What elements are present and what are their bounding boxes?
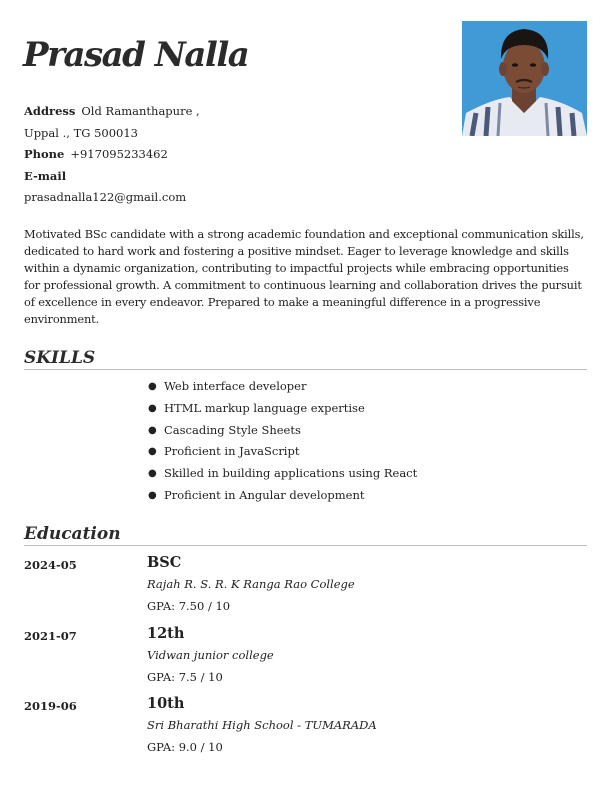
bullet-icon: ● <box>148 402 157 414</box>
skill-text: Web interface developer <box>164 379 307 393</box>
email-label: E-mail <box>24 168 67 183</box>
email-label-row <box>24 166 444 188</box>
education-heading: Education <box>24 524 121 544</box>
skill-item <box>148 420 417 442</box>
education-date: 2021-07 <box>24 629 77 643</box>
address-line-1: Old Ramanthapure , <box>81 104 200 118</box>
skill-item <box>148 398 417 420</box>
phone-number: +917095233462 <box>70 147 168 161</box>
skill-text: Proficient in JavaScript <box>164 444 300 459</box>
education-school: Sri Bharathi High School - TUMARADA <box>147 718 377 732</box>
profile-photo <box>462 21 587 136</box>
education-date: 2024-05 <box>24 558 77 572</box>
email-row <box>24 187 444 209</box>
contact-details <box>24 101 444 209</box>
candidate-name: Prasad Nalla <box>23 35 249 75</box>
bullet-icon: ● <box>148 446 157 458</box>
skills-divider <box>24 369 587 370</box>
skill-text: Proficient in Angular development <box>164 487 365 502</box>
address-row-2 <box>24 123 444 145</box>
education-gpa: GPA: 9.0 / 10 <box>147 740 223 754</box>
skill-text: HTML markup language expertise <box>164 400 365 415</box>
phone-label: Phone <box>24 147 65 161</box>
skill-item <box>148 463 417 485</box>
skills-list <box>148 376 417 507</box>
bullet-icon: ● <box>148 381 157 392</box>
education-school: Rajah R. S. R. K Ranga Rao College <box>147 577 355 591</box>
education-gpa: GPA: 7.5 / 10 <box>147 670 223 684</box>
education-degree: BSC <box>147 554 182 571</box>
email-address: prasadnalla122@gmail.com <box>24 190 187 204</box>
skill-item <box>148 441 417 463</box>
skills-heading: SKILLS <box>24 348 96 368</box>
education-gpa: GPA: 7.50 / 10 <box>147 599 231 613</box>
education-degree: 12th <box>147 625 185 642</box>
bullet-icon: ● <box>148 489 157 501</box>
address-label: Address <box>24 104 76 118</box>
skill-text: Skilled in building applications using React <box>164 466 418 481</box>
education-date: 2019-06 <box>24 699 77 713</box>
skill-item <box>148 485 417 507</box>
phone-row <box>24 144 444 166</box>
profile-summary: Motivated BSc candidate with a strong academic foundation and exceptional communication skills, dedicated to hard work and fostering a positive mindset. Eager to leverage knowledge and skills within a dynamic organization, contributing to impactful projects while embracing opportunities for professional growth. A commitment to continuous learning and collaboration drives the pursuit of excellence in every endeavor. Prepared to make a meaningful difference in a progressive environment. <box>24 227 584 326</box>
address-row <box>24 101 444 123</box>
bullet-icon: ● <box>148 424 157 436</box>
education-school: Vidwan junior college <box>147 648 274 662</box>
bullet-icon: ● <box>148 468 157 480</box>
skill-item <box>148 376 417 398</box>
skill-text: Cascading Style Sheets <box>164 422 301 437</box>
profile-photo-image <box>462 21 587 136</box>
education-degree: 10th <box>147 695 185 712</box>
education-divider <box>24 545 587 546</box>
address-line-2: Uppal ., TG 500013 <box>24 125 138 140</box>
